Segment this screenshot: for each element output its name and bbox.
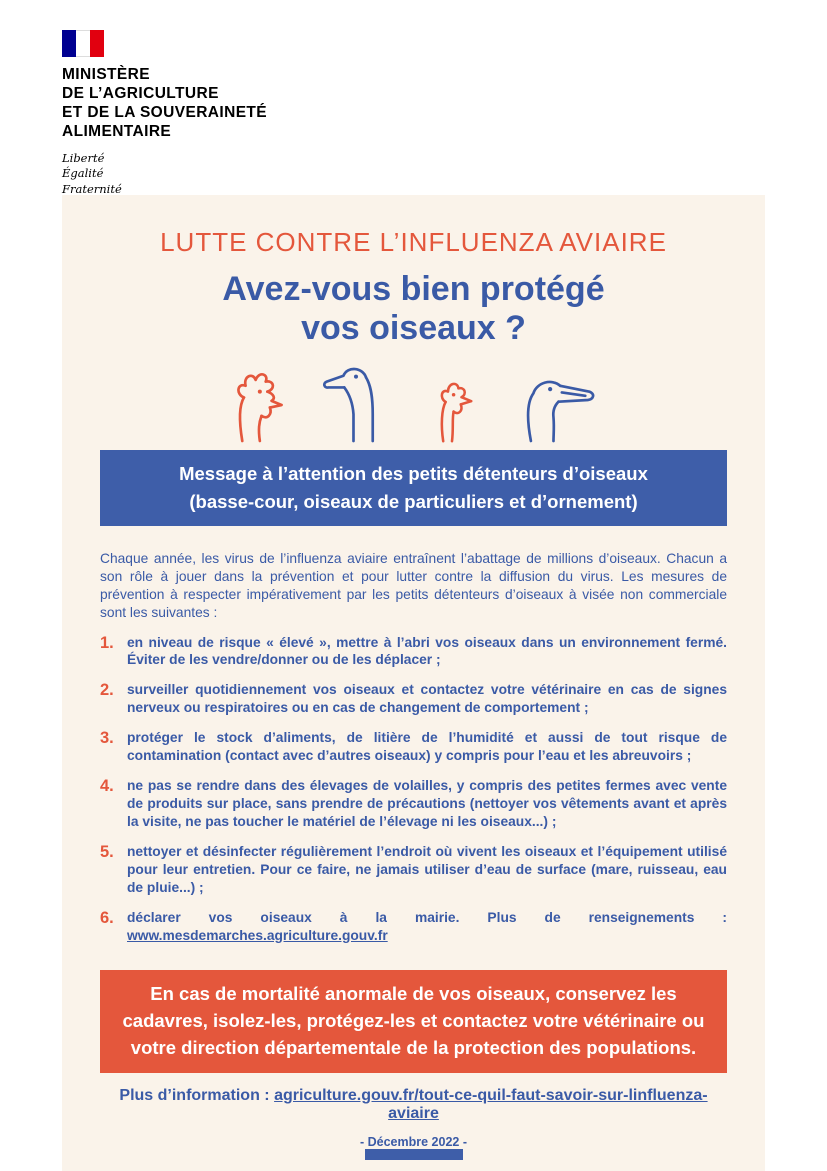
list-item-text-prefix: déclarer vos oiseaux à la mairie. Plus de renseignements : [127, 909, 727, 925]
list-item [100, 729, 727, 765]
list-item-text: protéger le stock d’aliments, de litière de l’humidité et aussi de tout risque de contamination (contact avec d’autres oiseaux) y compris pour l’eau et les abreuvoirs ; [127, 730, 727, 764]
page-title-line1: Avez-vous bien protégé [222, 270, 605, 309]
french-flag-icon [62, 30, 104, 57]
duck-icon [500, 354, 612, 446]
list-item [100, 843, 727, 897]
list-item-number: 1. [100, 633, 114, 652]
list-item-number: 6. [100, 908, 114, 927]
bird-illustrations [100, 354, 727, 446]
more-info-label: Plus d’information : [119, 1086, 270, 1104]
audience-banner [100, 450, 727, 526]
list-item-text: en niveau de risque « élevé », mettre à l’abri vos oiseaux dans un environnement fermé. Éviter de les vendre/donner ou de les déplacer ; [127, 634, 727, 668]
more-info-line [100, 1087, 727, 1123]
motto-line: Fraternité [62, 181, 122, 196]
mesdemarches-link[interactable]: www.mesdemarches.agriculture.gouv.fr [127, 927, 388, 943]
poster-content [62, 195, 765, 1171]
ministry-name [62, 66, 827, 142]
list-item [100, 777, 727, 831]
list-item-number: 4. [100, 777, 114, 796]
ministry-name-line: ET DE LA SOUVERAINETÉ [62, 103, 268, 121]
audience-banner-line1: Message à l’attention des petits détenteurs d’oiseaux [179, 463, 648, 485]
flag-stripe-white [76, 30, 90, 57]
hen-icon [410, 358, 490, 446]
flag-stripe-blue [62, 30, 76, 57]
publication-date: - Décembre 2022 - [359, 1134, 467, 1149]
list-item [100, 909, 727, 945]
list-item [100, 681, 727, 717]
list-item-number: 5. [100, 842, 114, 861]
mortality-alert-banner: En cas de mortalité anormale de vos oiseaux, conservez les cadavres, isolez-les, protégez-les et contactez votre vétérinaire ou votre direction départementale de la protection des populations. [100, 970, 727, 1072]
goose-icon [312, 354, 400, 446]
measures-list [100, 634, 727, 945]
list-item-text: ne pas se rendre dans des élevages de volailles, y compris des petites fermes avec vente de produits sur place, sans prendre de précautions (nettoyer vos vêtements avant et après la visite, ne pas toucher le matériel de l’élevage ni les oiseaux...) ; [127, 778, 727, 829]
ministry-logo-block [0, 0, 827, 195]
footer-accent-bar [365, 1149, 463, 1160]
republic-motto [62, 151, 827, 198]
campaign-surtitle: LUTTE CONTRE L’INFLUENZA AVIAIRE [160, 227, 667, 257]
page-title-line2: vos oiseaux ? [301, 309, 526, 348]
chicken-icon [216, 354, 302, 446]
list-item-text: nettoyer et désinfecter régulièrement l’endroit où vivent les oiseaux et l’équipement utilisé pour leur entretien. Pour ce faire, ne jamais utiliser d’eau de surface (mare, ruisseau, eau de pluie...) ; [127, 843, 727, 895]
ministry-name-line: MINISTÈRE [62, 66, 150, 83]
intro-paragraph: Chaque année, les virus de l’influenza aviaire entraînent l’abattage de millions d’oiseaux. Chacun a son rôle à jouer dans la prévention et pour lutter contre la diffusion du virus. Les mesures de prévention à respecter impérativement par les petits détenteurs d’oiseaux à visée non commerciale sont les suivantes : [100, 550, 727, 620]
list-item-number: 3. [100, 729, 114, 748]
ministry-name-line: DE L’AGRICULTURE [62, 84, 219, 102]
agriculture-gouv-link[interactable]: agriculture.gouv.fr/tout-ce-quil-faut-savoir-sur-linfluenza-aviaire [274, 1086, 708, 1122]
page-title [100, 270, 727, 348]
motto-line: Liberté [62, 150, 105, 165]
list-item [100, 634, 727, 670]
ministry-name-line: ALIMENTAIRE [62, 122, 172, 140]
list-item-number: 2. [100, 681, 114, 700]
audience-banner-line2: (basse-cour, oiseaux de particuliers et d’ornement) [189, 491, 638, 513]
motto-line: Égalité [62, 166, 104, 181]
list-item-text [127, 909, 727, 945]
list-item-text: surveiller quotidiennement vos oiseaux et contactez votre vétérinaire en cas de signes nerveux ou respiratoires ou en cas de changement de comportement ; [127, 682, 727, 716]
flag-stripe-red [90, 30, 104, 57]
